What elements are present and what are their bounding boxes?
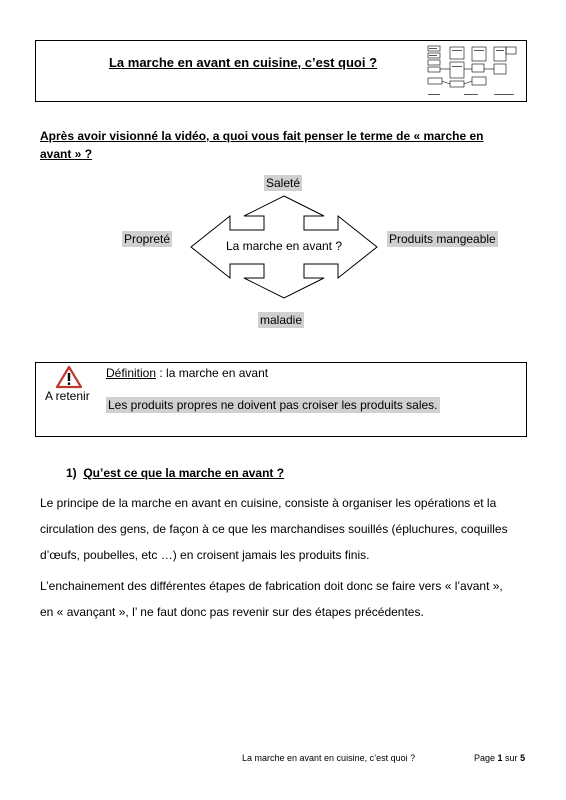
retenir-box bbox=[35, 362, 527, 437]
definition-subject: : la marche en avant bbox=[156, 366, 269, 380]
diagram-bottom-label: maladie bbox=[260, 313, 303, 327]
section-title: Qu’est ce que la marche en avant ? bbox=[83, 466, 285, 480]
definition-heading bbox=[106, 366, 268, 380]
title-box bbox=[35, 40, 527, 102]
flow-diagram-thumbnail-icon bbox=[424, 44, 522, 99]
paragraph-1: Le principe de la marche en avant en cuisine, consiste à organiser les opérations et la circulation des gens, de façon à ce que les marchandises souillés (épluchures, coquilles d’œufs, poubelles, etc …) en croisent jamais les produits finis. bbox=[40, 496, 508, 562]
section-1-heading bbox=[66, 466, 284, 480]
warning-icon bbox=[55, 365, 83, 389]
diagram-top-label: Saleté bbox=[266, 176, 301, 190]
footer-title: La marche en avant en cuisine, c’est quoi ? bbox=[242, 753, 416, 763]
definition-text: Les produits propres ne doivent pas croiser les produits sales. bbox=[108, 398, 438, 412]
page-title: La marche en avant en cuisine, c’est quoi ? bbox=[108, 55, 378, 70]
page-number: Page 1 sur 5 bbox=[474, 753, 526, 763]
definition-label: Définition bbox=[106, 366, 157, 380]
question-heading: Après avoir visionné la vidéo, a quoi vous fait penser le terme de « marche en avant » ? bbox=[40, 129, 484, 161]
diagram-right-label: Produits mangeable bbox=[389, 232, 496, 246]
paragraph-2: L’enchainement des différentes étapes de fabrication doit donc se faire vers « l’avant », en « avançant », l’ ne faut donc pas revenir sur des étapes précédentes. bbox=[40, 579, 503, 619]
retenir-label: A retenir bbox=[45, 389, 90, 403]
section-number: 1) bbox=[66, 466, 77, 480]
diagram-left-label: Propreté bbox=[124, 232, 171, 246]
diagram-center-label: La marche en avant ? bbox=[225, 239, 343, 253]
